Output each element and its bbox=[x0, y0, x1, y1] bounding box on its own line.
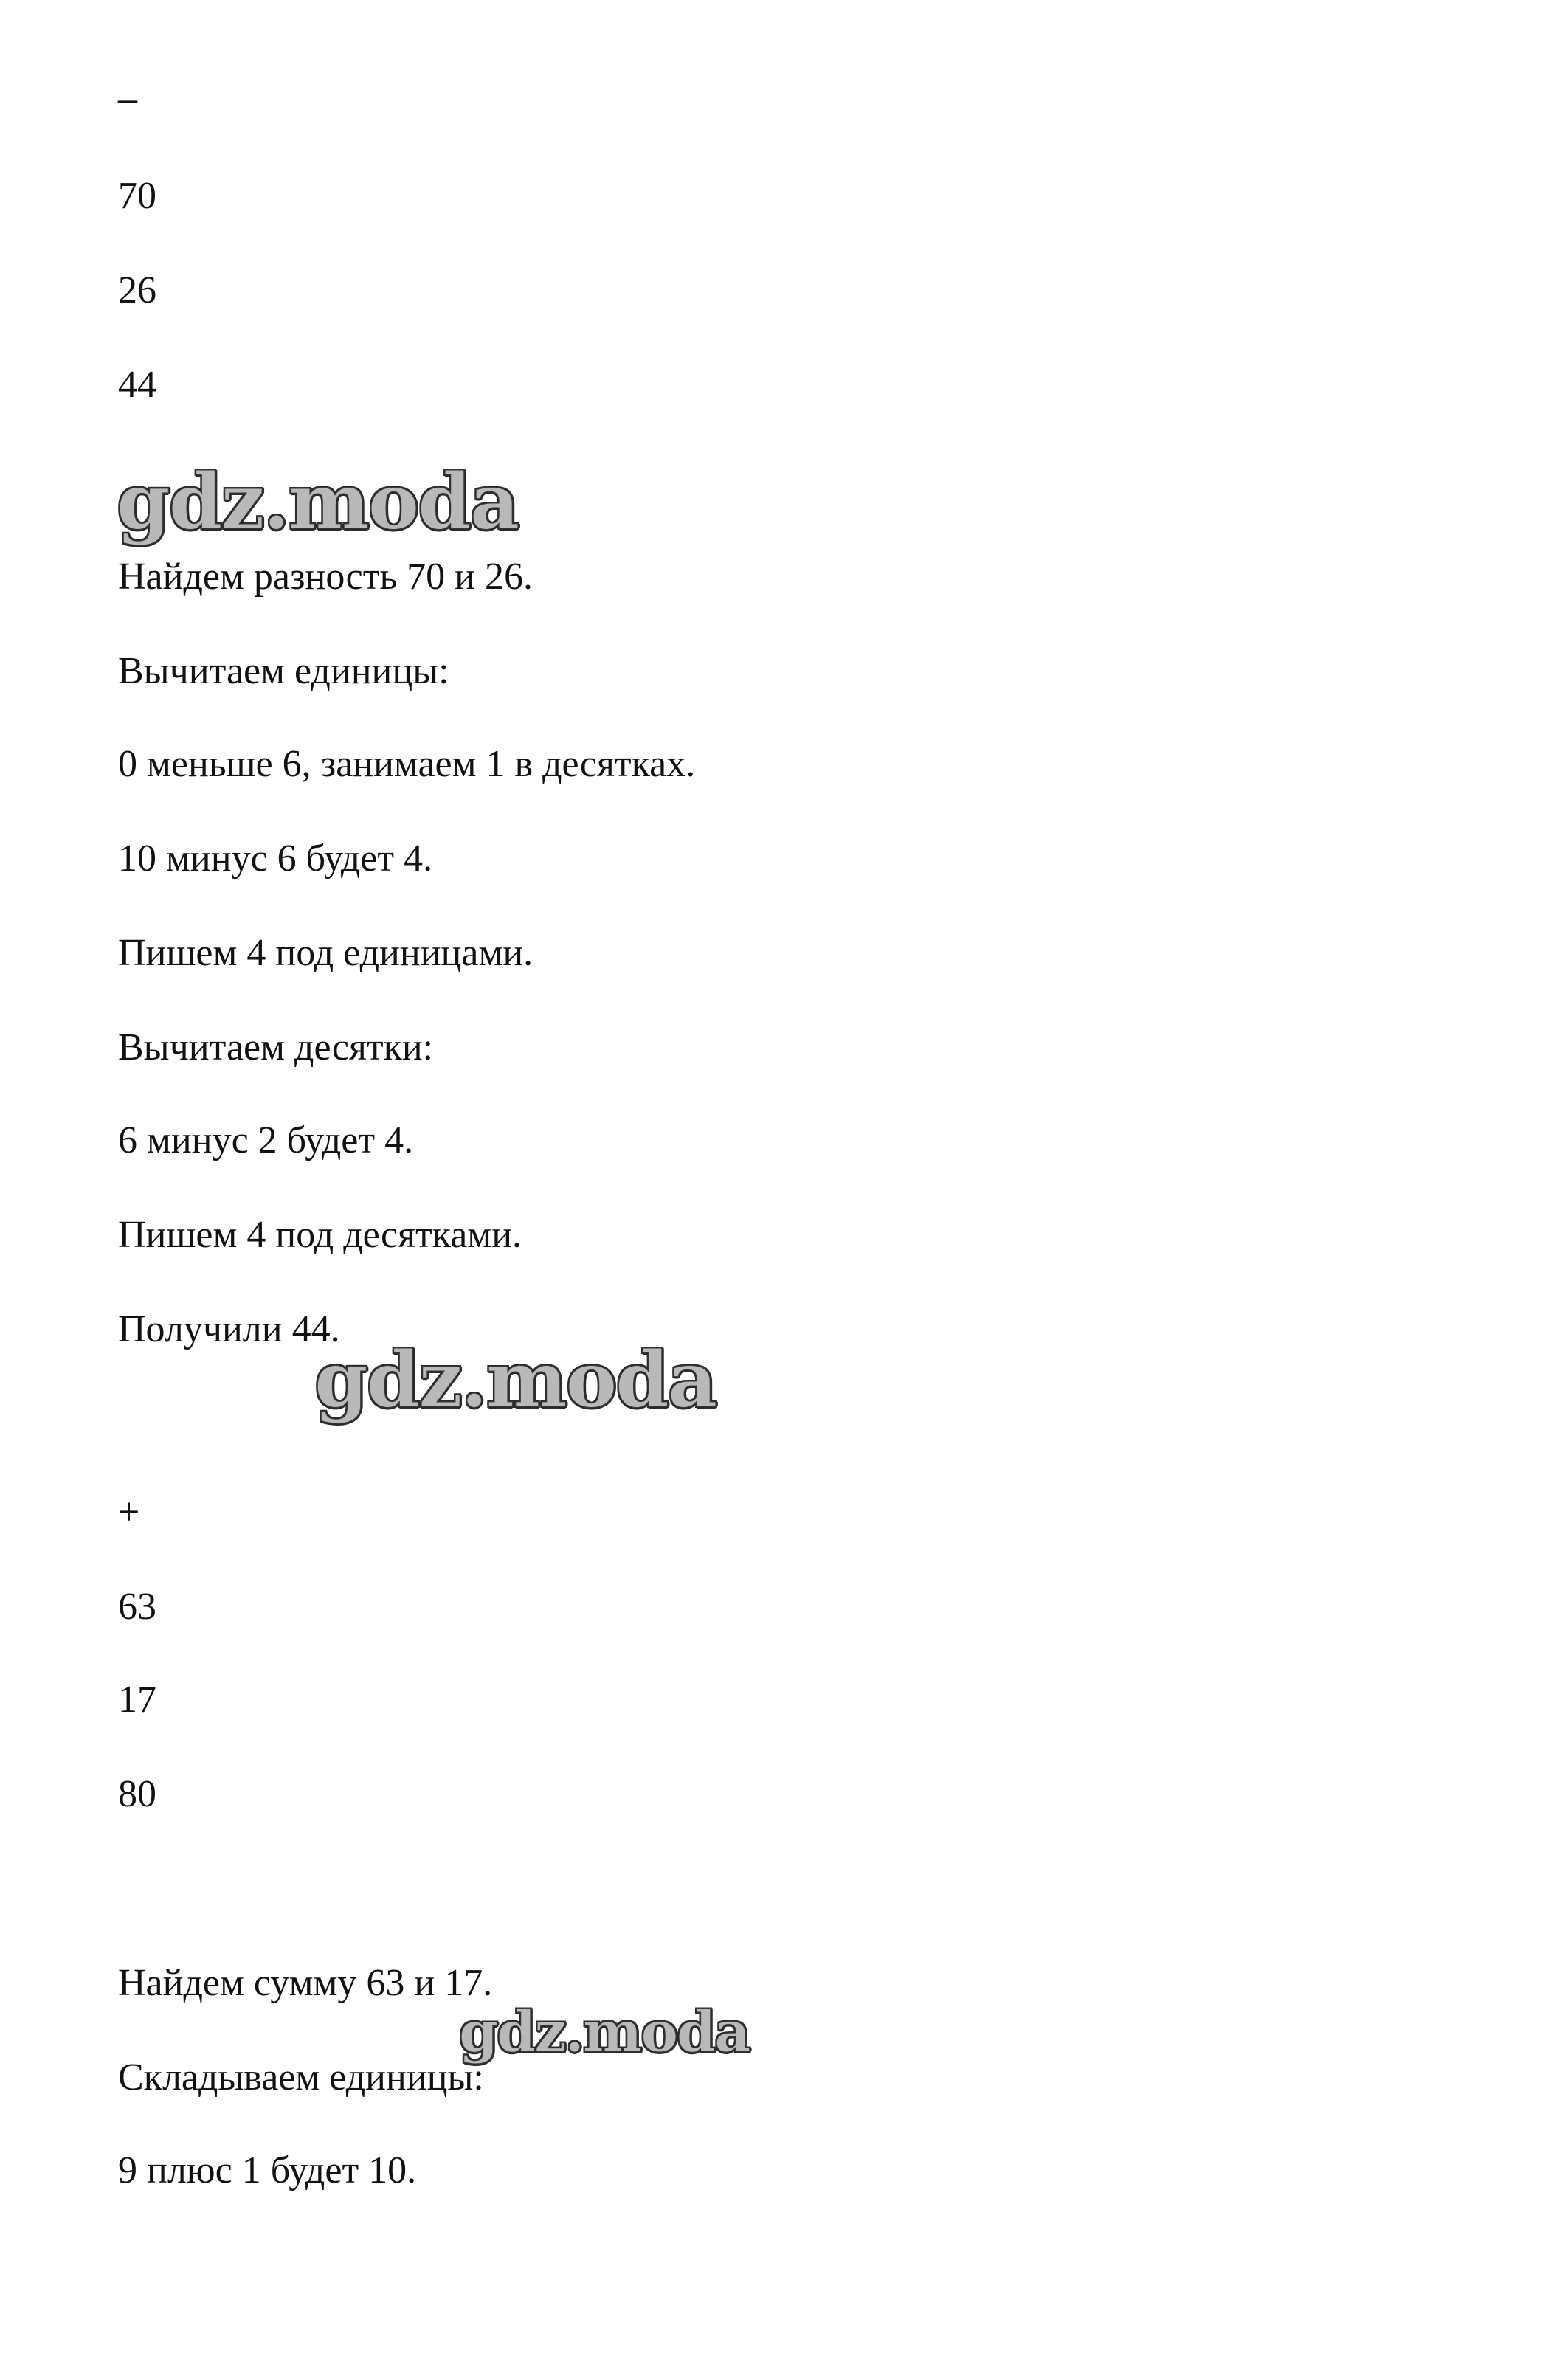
explanation-line: Пишем 4 под десятками. bbox=[118, 1214, 522, 1256]
explanation-line: Пишем 4 под единицами. bbox=[118, 932, 533, 974]
explanation-line: Найдем сумму 63 и 17. bbox=[118, 1962, 493, 2004]
explanation-line: 9 плюс 1 будет 10. bbox=[118, 2149, 417, 2191]
minuend: 70 bbox=[118, 175, 156, 217]
plus-sign: + bbox=[118, 1491, 140, 1533]
sum: 80 bbox=[118, 1773, 156, 1815]
explanation-line: Складываем единицы: bbox=[118, 2056, 484, 2098]
watermark-logo: gdz.moda bbox=[117, 456, 519, 547]
explanation-line: Вычитаем единицы: bbox=[118, 650, 449, 692]
difference: 44 bbox=[118, 364, 156, 406]
minus-sign: – bbox=[118, 77, 137, 120]
watermark-logo: gdz.moda bbox=[459, 1999, 750, 2065]
subtrahend: 26 bbox=[118, 269, 156, 311]
addend: 63 bbox=[118, 1586, 156, 1628]
explanation-line: 0 меньше 6, занимаем 1 в десятках. bbox=[118, 743, 696, 785]
explanation-line: Вычитаем десятки: bbox=[118, 1026, 434, 1068]
watermark-logo: gdz.moda bbox=[314, 1334, 716, 1425]
explanation-line: Найдем разность 70 и 26. bbox=[118, 556, 533, 598]
explanation-line: 10 минус 6 будет 4. bbox=[118, 837, 433, 880]
explanation-line: 6 минус 2 будет 4. bbox=[118, 1119, 414, 1161]
explanation-line: Получили 44. bbox=[118, 1308, 340, 1350]
addend: 17 bbox=[118, 1679, 156, 1721]
